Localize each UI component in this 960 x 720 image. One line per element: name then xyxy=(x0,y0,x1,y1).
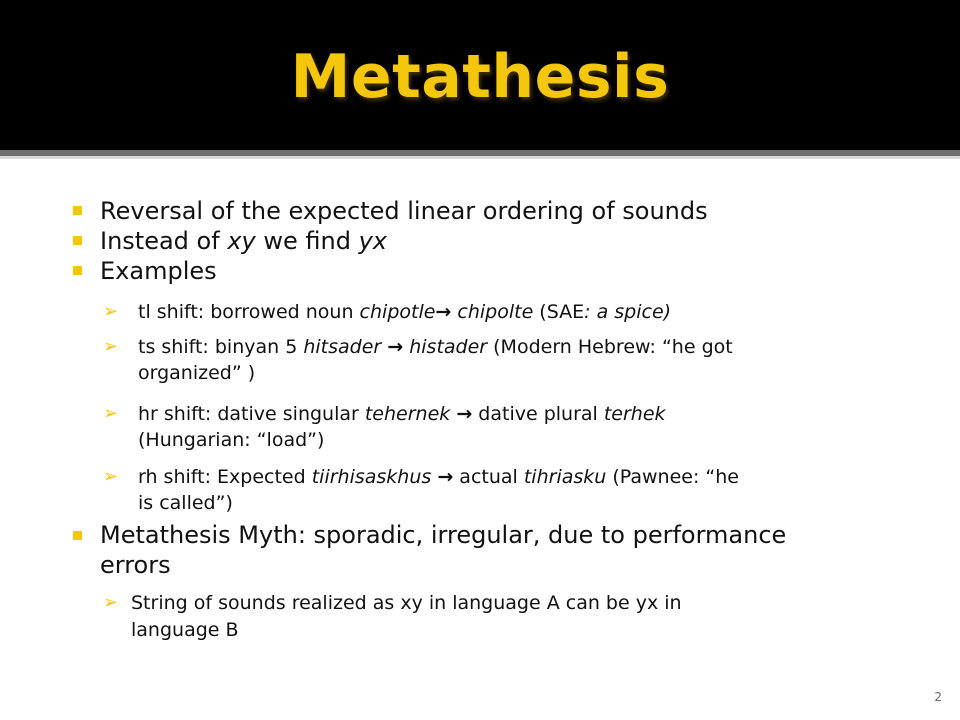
arrow-bullet-icon: ➢ xyxy=(103,466,119,487)
arrow-bullet-icon: ➢ xyxy=(103,592,119,613)
example-from: tiirhisaskhus xyxy=(311,466,432,488)
text: (Modern Hebrew: “he got xyxy=(487,336,733,358)
example-rh-cont: is called”) xyxy=(138,492,233,514)
slide-title: Metathesis xyxy=(290,42,670,112)
arrow-bullet-icon: ➢ xyxy=(103,336,119,357)
text: hr shift: dative singular xyxy=(138,403,365,425)
bullet-myth-cont: errors xyxy=(100,551,171,579)
bullet-reversal: Reversal of the expected linear ordering of sounds xyxy=(100,197,708,225)
myth-sub-bullet: String of sounds realized as xy in language A can be yx in xyxy=(131,592,682,614)
bullet-square-icon xyxy=(73,206,82,215)
example-ts xyxy=(138,334,733,360)
right-arrow-icon: → xyxy=(387,336,404,358)
right-arrow-icon: → xyxy=(435,301,452,323)
example-to: terhek xyxy=(603,403,666,425)
gloss: : a spice) xyxy=(584,301,672,323)
example-to: tihriasku xyxy=(523,466,607,488)
example-ts-cont: organized” ) xyxy=(138,362,256,384)
example-hr xyxy=(138,401,666,427)
bullet-myth: Metathesis Myth: sporadic, irregular, due to performance xyxy=(100,521,787,549)
page-number: 2 xyxy=(934,690,942,704)
bullet-square-icon xyxy=(73,236,82,245)
arrow-bullet-icon: ➢ xyxy=(103,403,119,424)
example-to: chipolte xyxy=(457,301,534,323)
example-from: tehernek xyxy=(364,403,451,425)
bullet-examples: Examples xyxy=(100,257,217,285)
italic-yx: yx xyxy=(358,227,387,255)
right-arrow-icon: → xyxy=(437,466,454,488)
text: (Pawnee: “he xyxy=(606,466,739,488)
text: we find xyxy=(255,227,359,255)
example-rh xyxy=(138,464,739,490)
text: (SAE xyxy=(533,301,585,323)
arrow-bullet-icon: ➢ xyxy=(103,301,119,322)
text: dative plural xyxy=(472,403,604,425)
example-from: hitsader xyxy=(303,336,382,358)
text: actual xyxy=(453,466,524,488)
example-to: histader xyxy=(409,336,488,358)
myth-sub-bullet-cont: language B xyxy=(131,619,239,641)
right-arrow-icon: → xyxy=(456,403,473,425)
example-tl xyxy=(138,299,671,325)
example-from: chipotle xyxy=(359,301,436,323)
text: Instead of xyxy=(100,227,228,255)
text: tl shift: borrowed noun xyxy=(138,301,360,323)
bullet-instead xyxy=(100,226,387,256)
title-band xyxy=(0,0,960,150)
example-hr-cont: (Hungarian: “load”) xyxy=(138,429,325,451)
bullet-square-icon xyxy=(73,266,82,275)
bullet-square-icon xyxy=(73,531,82,540)
text: ts shift: binyan 5 xyxy=(138,336,304,358)
text: rh shift: Expected xyxy=(138,466,312,488)
italic-xy: xy xyxy=(227,227,256,255)
